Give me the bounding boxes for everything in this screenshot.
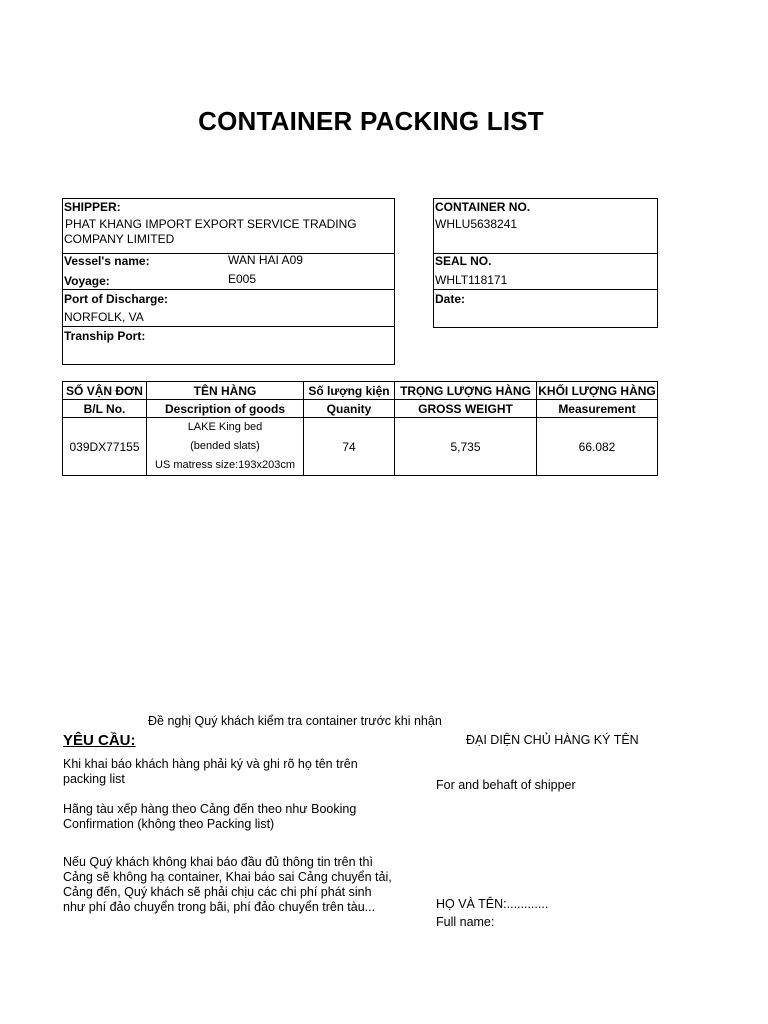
name-label: HỌ VÀ TÊN:............ [436,897,549,911]
discharge-value: NORFOLK, VA [64,310,144,324]
discharge-label: Port of Discharge: [64,292,169,306]
shipper-label: SHIPPER: [64,200,121,214]
header-qty-en: Quanity [304,400,395,418]
for-shipper-text: For and behaft of shipper [436,778,576,792]
header-desc-en: Description of goods [147,400,304,418]
gross-weight-cell: 5,735 [395,418,537,476]
description-line3: US matress size:193x203cm [155,459,295,471]
container-box [433,198,658,328]
header-qty-vn: Số lượng kiện [304,382,395,400]
voyage-label: Voyage: [64,274,110,288]
container-no-value: WHLU5638241 [435,217,518,231]
description-line2: (bended slats) [190,440,260,452]
header-bl-vn: SỐ VẬN ĐƠN [63,382,147,400]
full-name-label: Full name: [436,915,495,929]
goods-header-en [63,400,658,418]
requirement-1-line2: packing list [63,772,125,786]
requirement-1 [63,757,358,787]
requirements-heading: YÊU CẦU: [63,732,136,749]
goods-table [62,381,658,476]
inspection-notice: Đề nghị Quý khách kiểm tra container trước khi nhận [148,714,442,728]
quantity-cell: 74 [304,418,395,476]
signature-heading: ĐẠI DIỆN CHỦ HÀNG KÝ TÊN [466,733,639,747]
requirement-3-line4: như phí đảo chuyển trong bãi, phí đảo chuyển trên tàu... [63,900,376,914]
description-line1: LAKE King bed [187,421,263,433]
header-measure-en: Measurement [537,400,658,418]
description-cell [147,418,304,476]
goods-header-vn [63,382,658,400]
header-bl-en: B/L No. [63,400,147,418]
header-weight-en: GROSS WEIGHT [395,400,537,418]
requirement-3-line3: Cảng đến, Quý khách sẽ phải chịu các chi phí phát sinh [63,885,372,899]
requirement-3 [63,855,392,915]
header-weight-vn: TRỌNG LƯỢNG HÀNG [395,382,537,400]
measurement-cell: 66.082 [537,418,658,476]
shipper-name-line2: COMPANY LIMITED [64,232,175,246]
requirement-3-line1: Nếu Quý khách không khai báo đầu đủ thông tin trên thì [63,855,373,869]
vessel-value: WAN HAI A09 [228,253,303,267]
shipper-name-line1: PHAT KHANG IMPORT EXPORT SERVICE TRADING [65,217,357,231]
tranship-label: Tranship Port: [64,329,146,343]
requirement-2 [63,802,356,832]
shipper-box [62,198,395,365]
header-measure-vn: KHỐI LƯỢNG HÀNG [538,383,656,398]
page-title: CONTAINER PACKING LIST [198,106,544,136]
voyage-value: E005 [228,272,257,286]
table-row [63,418,658,476]
seal-no-label: SEAL NO. [435,254,492,268]
bl-no-cell: 039DX77155 [63,418,147,476]
vessel-label: Vessel's name: [64,254,150,268]
header-desc-vn: TÊN HÀNG [147,382,304,400]
requirement-1-line1: Khi khai báo khách hàng phải ký và ghi rõ họ tên trên [63,757,358,771]
container-no-label: CONTAINER NO. [435,200,531,214]
date-label: Date: [435,292,466,306]
requirement-3-line2: Cảng sẽ không hạ container, Khai báo sai Cảng chuyển tải, [63,870,392,884]
seal-no-value: WHLT118171 [435,273,508,287]
requirement-2-line1: Hãng tàu xếp hàng theo Cảng đến theo như Booking [63,802,357,816]
requirement-2-line2: Confirmation (không theo Packing list) [63,817,275,831]
